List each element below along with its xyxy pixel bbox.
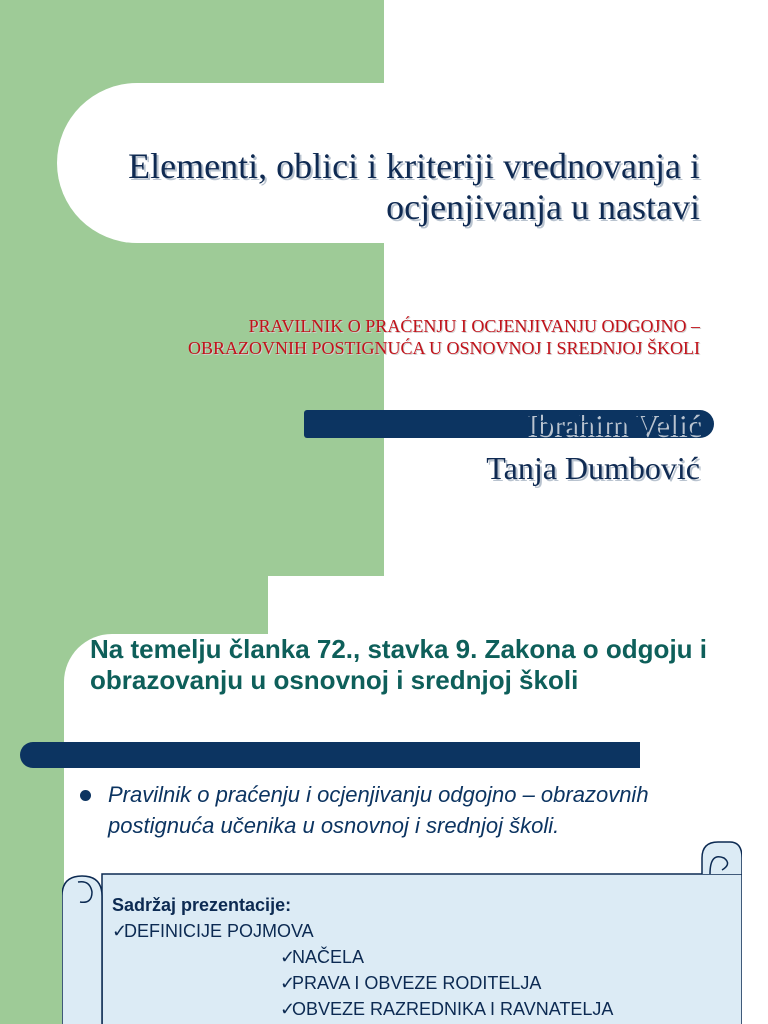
slide-heading: Na temelju članka 72., stavka 9. Zakona o odgoju i obrazovanju u osnovnoj i srednjoj školi [90, 634, 707, 695]
slide-title: Elementi, oblici i kriteriji vrednovanja i ocjenjivanja u nastavi [128, 146, 700, 227]
slide-subtitle [40, 315, 700, 359]
bullet-text: Pravilnik o praćenju i ocjenjivanju odgojno – obrazovnih postignuća učenika u osnovnoj i srednjoj školi. [108, 782, 649, 838]
scroll-content [112, 892, 712, 1022]
slide-2 [0, 576, 768, 1024]
bullet-item [80, 779, 720, 841]
contents-item: ✓OBVEZE RAZREDNIKA I RAVNATELJA [112, 996, 712, 1022]
contents-scroll [62, 834, 742, 1024]
contents-item: ✓NAČELA [112, 944, 712, 970]
checkmark-icon: ✓ [280, 999, 296, 1019]
author-name-2: Tanja Dumbović [486, 450, 700, 486]
contents-title: Sadržaj prezentacije: [112, 895, 292, 915]
heading-divider-bar [20, 742, 640, 768]
subtitle-line-2: OBRAZOVNIH POSTIGNUĆA U OSNOVNOJ I SREDNJOJ ŠKOLI [187, 338, 700, 358]
contents-item: ✓DEFINICIJE POJMOVA [112, 918, 712, 944]
contents-item: ✓PRAVA I OBVEZE RODITELJA [112, 970, 712, 996]
bullet-dot-icon [80, 790, 91, 801]
checkmark-icon: ✓ [280, 973, 296, 993]
checkmark-icon: ✓ [280, 947, 296, 967]
checkmark-icon: ✓ [112, 921, 128, 941]
author-name-1: Ibrahim Velić [525, 406, 700, 442]
subtitle-line-1: PRAVILNIK O PRAĆENJU I OCJENJIVANJU ODGOJNO – [248, 316, 700, 336]
